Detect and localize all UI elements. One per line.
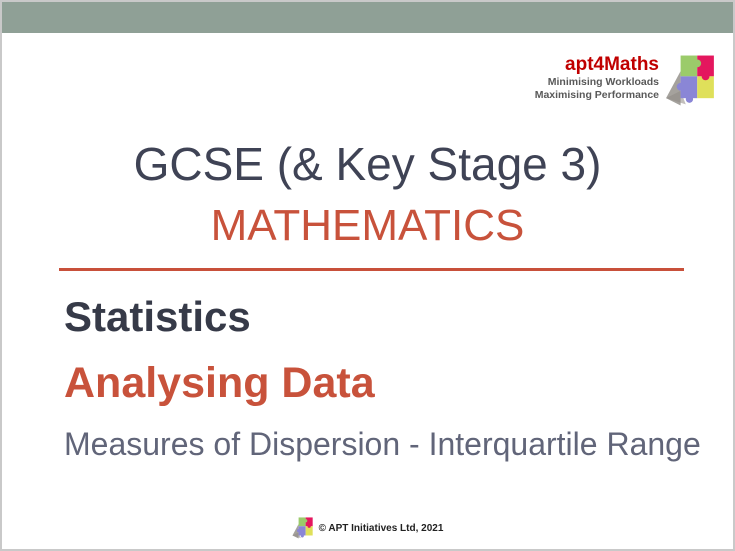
puzzle-pieces-icon	[292, 516, 314, 540]
brand-name: apt4Maths	[565, 54, 659, 75]
brand-block	[535, 52, 717, 109]
top-banner-bar	[2, 2, 733, 33]
brand-tagline-2: Maximising Performance	[534, 89, 659, 101]
brand-text	[535, 52, 659, 102]
footer	[2, 516, 733, 540]
lesson-detail-heading: Measures of Dispersion - Interquartile Range	[64, 426, 701, 462]
subtopic-heading: Analysing Data	[64, 359, 375, 407]
title-line-1: GCSE (& Key Stage 3)	[133, 138, 602, 190]
topic-heading: Statistics	[64, 293, 251, 340]
puzzle-pieces-icon	[665, 52, 717, 109]
brand-tagline-1: Minimising Workloads	[547, 76, 659, 88]
title-line-2: MATHEMATICS	[210, 201, 525, 250]
copyright-text: © APT Initiatives Ltd, 2021	[318, 522, 444, 534]
slide-title	[2, 136, 733, 252]
title-divider-line	[59, 268, 684, 271]
